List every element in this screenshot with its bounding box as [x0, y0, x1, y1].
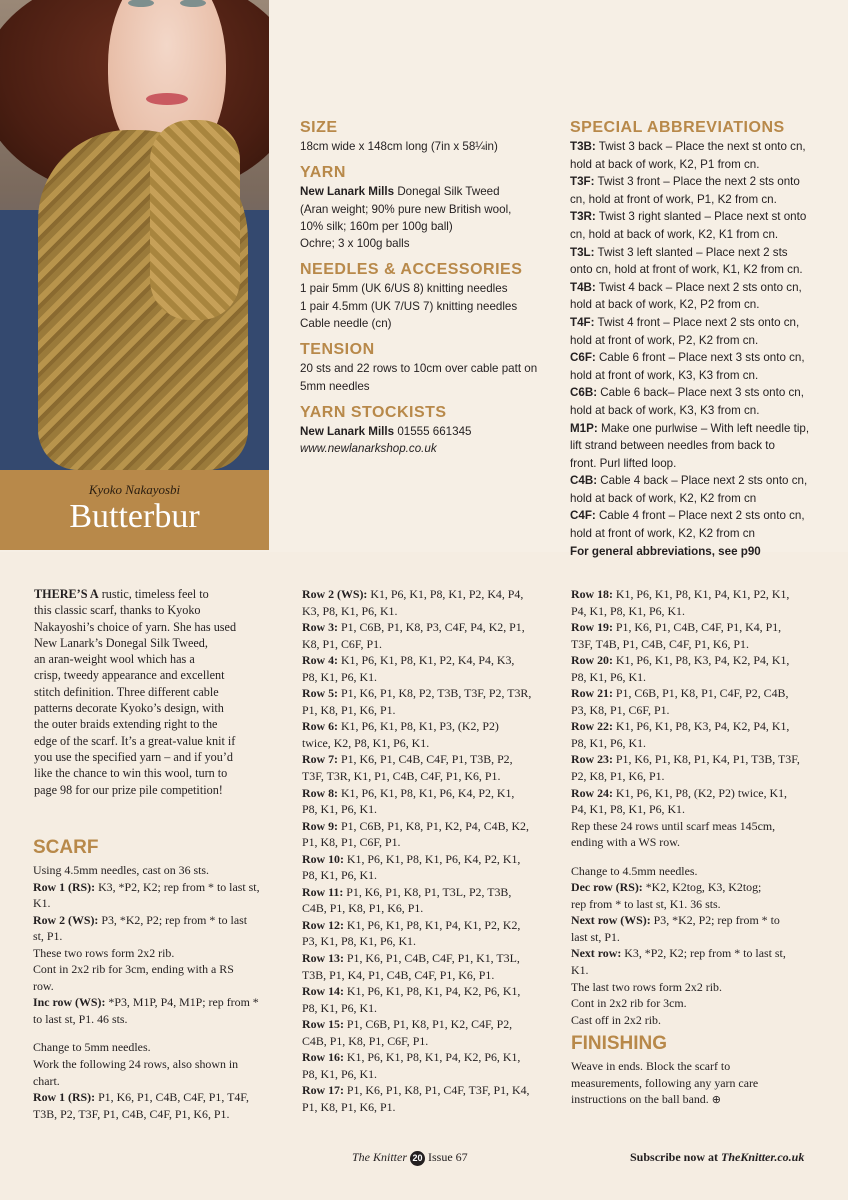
row-instruction: twice, K2, P8, K1, P6, K1.: [302, 735, 430, 750]
needles-line: 1 pair 4.5mm (UK 7/US 7) knitting needles: [300, 299, 518, 313]
row-label: Row 21:: [571, 686, 613, 701]
row-instruction: K1, P6, K1, P8, K1, P6, K4, P2, K1,: [338, 785, 515, 800]
row-instruction: row.: [33, 978, 54, 993]
abbreviation-text: hold at back of work, K2, P2 from cn.: [570, 298, 760, 312]
abbreviation-text: lift strand between needles from back to: [570, 439, 775, 453]
abbreviation-text: cn, hold at front of work, P1, K2 from cn.: [570, 192, 777, 206]
abbreviation-text: Make one purlwise – With left needle tip,: [600, 421, 810, 435]
abbreviation-text: hold at front of work, K2, K2 from cn: [570, 527, 755, 541]
instruction-line: [302, 867, 560, 884]
footer-issue-number: Issue 67: [428, 1150, 468, 1164]
instruction-line: [33, 1056, 283, 1073]
row-label: Row 14:: [302, 984, 344, 999]
instruction-line: [571, 636, 833, 653]
abbreviation-code: T4B:: [570, 280, 596, 294]
instruction-line: [571, 834, 833, 851]
instruction-line: [571, 929, 833, 946]
footer-magazine: The Knitter: [352, 1150, 408, 1164]
row-instruction: T3F, T4B, P1, C4B, C4F, P1, K6, P1.: [571, 636, 749, 651]
abbreviation-code: C4F:: [570, 509, 596, 523]
row-instruction: P8, K1, P6, K1.: [302, 1000, 377, 1015]
abbreviation-line: [570, 261, 842, 279]
row-label: Inc row (WS):: [33, 995, 106, 1010]
abbreviation-line: [570, 367, 842, 385]
row-label: Row 6:: [302, 719, 338, 734]
row-label: Row 1 (RS):: [33, 879, 96, 894]
yarn-brand: New Lanark Mills: [300, 185, 395, 199]
finishing-text: instructions on the ball band.: [571, 1092, 709, 1107]
instruction-line: [302, 1066, 560, 1083]
needles-heading: NEEDLES & ACCESSORIES: [300, 261, 523, 279]
stockist-phone: 01555 661345: [397, 424, 472, 438]
instruction-line: [302, 751, 560, 768]
abbreviation-code: T3L:: [570, 245, 595, 259]
intro-line: edge of the scarf. It’s a great-value knit if: [34, 733, 236, 748]
rows-right-column: [571, 586, 833, 1109]
abbreviation-text: onto cn, hold at front of work, K1, K2 from cn.: [570, 263, 803, 277]
row-label: Row 2 (WS):: [33, 912, 99, 927]
instruction-line: [302, 818, 560, 835]
row-label: Row 20:: [571, 653, 613, 668]
abbreviation-line: [570, 455, 842, 473]
instruction-line: [571, 586, 833, 603]
row-instruction: Cast off in 2x2 rib.: [571, 1012, 661, 1027]
abbreviation-text: Cable 6 back– Place next 3 sts onto cn,: [600, 386, 804, 400]
row-instruction: P8, K1, P6, K1.: [302, 1066, 377, 1081]
abbreviation-line: [570, 332, 842, 350]
abbreviations-list: [570, 138, 842, 543]
abbreviation-line: [570, 437, 842, 455]
abbreviation-code: T3B:: [570, 140, 596, 153]
row-label: Row 5:: [302, 686, 338, 701]
instruction-line: [571, 718, 833, 735]
instruction-line: [302, 603, 560, 620]
row-label: Row 24:: [571, 785, 613, 800]
abbreviation-line: [570, 507, 842, 525]
instruction-line: [571, 735, 833, 752]
instruction-line: [571, 879, 833, 896]
instruction-line: [33, 961, 283, 978]
scarf-heading: SCARF: [33, 837, 99, 858]
instruction-line: [571, 995, 833, 1012]
row-instruction: K1.: [571, 963, 589, 978]
row-label: Row 12:: [302, 917, 344, 932]
intro-line: an aran-weight wool which has a: [34, 652, 195, 667]
instruction-line: [302, 801, 560, 818]
row-instruction: C4B, P1, K8, P1, C6F, P1.: [302, 1033, 429, 1048]
row-label: Row 19:: [571, 620, 613, 635]
row-label: Row 3:: [302, 620, 338, 635]
row-instruction: P1, K6, P1, K8, P2, T3B, T3F, P2, T3R,: [338, 686, 532, 701]
abbreviation-text: hold at front of work, P2, K2 from cn.: [570, 333, 759, 347]
instruction-line: [571, 912, 833, 929]
abbreviation-code: T3F:: [570, 175, 595, 189]
row-label: Row 18:: [571, 587, 613, 601]
instruction-line: [302, 785, 560, 802]
abbreviation-text: hold at back of work, K2, P1 from cn.: [570, 157, 760, 171]
instruction-line: [302, 851, 560, 868]
finishing-text: measurements, following any yarn care: [571, 1075, 759, 1090]
row-instruction: Change to 5mm needles.: [33, 1040, 151, 1055]
instruction-line: [33, 1089, 283, 1106]
row-label: Row 17:: [302, 1083, 344, 1098]
row-instruction: P1, C6B, P1, K8, P1, K2, C4F, P2,: [343, 1017, 513, 1032]
row-instruction: K3, *P2, K2; rep from * to last st,: [621, 946, 786, 961]
row-instruction: P8, K1, P6, K1.: [571, 669, 646, 684]
stockists-heading: YARN STOCKISTS: [300, 403, 447, 421]
tension-line: 20 sts and 22 rows to 10cm over cable patt on: [300, 362, 538, 376]
row-instruction: P1, K8, P1, C6F, P1.: [302, 835, 401, 850]
instruction-line: [33, 1106, 283, 1123]
instruction-line: [302, 1082, 560, 1099]
abbreviation-text: Twist 3 front – Place the next 2 sts onto: [597, 175, 800, 189]
footer-issue: [352, 1150, 468, 1166]
needles-line: Cable needle (cn): [300, 317, 392, 331]
instruction-line: [33, 862, 283, 879]
row-instruction: to last st, P1. 46 sts.: [33, 1011, 128, 1026]
row-label: Row 1 (RS):: [33, 1090, 96, 1105]
row-instruction: ending with a WS row.: [571, 835, 680, 850]
row-instruction: The last two rows form 2x2 rib.: [571, 979, 722, 994]
instruction-line: [571, 768, 833, 785]
instruction-line: [302, 586, 560, 603]
abbreviation-text: Twist 3 back – Place the next st onto cn,: [598, 140, 806, 153]
stockist-url[interactable]: www.newlanarkshop.co.uk: [300, 442, 437, 456]
row-instruction: K8, P1, C6F, P1.: [302, 636, 382, 651]
instruction-line: [302, 669, 560, 686]
row-instruction: P1, K6, P1, K8, P1, T3L, P2, T3B,: [343, 884, 512, 899]
abbreviation-text: Cable 4 front – Place next 2 sts onto cn,: [599, 509, 805, 523]
instruction-line: [571, 962, 833, 979]
instruction-line: [571, 945, 833, 962]
abbreviation-line: [570, 384, 842, 402]
instruction-line: [302, 619, 560, 636]
row-instruction: P8, K1, P6, K1.: [302, 802, 377, 817]
instruction-line: [302, 1033, 560, 1050]
tension-line: 5mm needles: [300, 379, 370, 393]
instruction-line: [302, 702, 560, 719]
abbreviation-text: hold at back of work, K2, K2 from cn: [570, 491, 757, 505]
abbreviation-text: cn, hold at back of work, K2, K1 from cn.: [570, 227, 779, 241]
designer-name: Kyoko Nakayosbi: [88, 482, 181, 497]
abbreviation-line: [570, 525, 842, 543]
instruction-line: [302, 718, 560, 735]
model-photo: [0, 0, 269, 470]
abbreviation-text: Cable 4 back – Place next 2 sts onto cn,: [600, 474, 808, 488]
intro-line: New Lanark’s Donegal Silk Tweed,: [34, 635, 208, 650]
intro-line: you use the specified yarn – and if you’d: [34, 749, 234, 764]
row-instruction: K1, P6, K1, P8, K3, P4, K2, P4, K1,: [612, 653, 790, 668]
instruction-line: [302, 1000, 560, 1017]
instruction-line: [33, 912, 283, 929]
row-instruction: Using 4.5mm needles, cast on 36 sts.: [33, 863, 210, 877]
stockist-name: New Lanark Mills: [300, 424, 395, 438]
row-instruction: These two rows form 2x2 rib.: [33, 945, 175, 960]
row-instruction: P3, *K2, P2; rep from * to: [650, 913, 780, 928]
instruction-line: [571, 785, 833, 802]
instruction-line: [302, 636, 560, 653]
abbreviation-text: Twist 4 front – Place next 2 sts onto cn,: [597, 315, 800, 329]
abbreviation-text: Twist 4 back – Place next 2 sts onto cn,: [598, 280, 802, 294]
instruction-line: [302, 1016, 560, 1033]
instruction-line: [571, 652, 833, 669]
row-instruction: P4, K1, P8, K1, P6, K1.: [571, 802, 685, 817]
subscribe-prefix: Subscribe now at: [630, 1150, 722, 1164]
row-instruction: P4, K1, P8, K1, P6, K1.: [571, 603, 685, 618]
row-label: Row 23:: [571, 752, 613, 767]
row-label: Dec row (RS):: [571, 880, 643, 895]
instruction-line: [302, 884, 560, 901]
abbreviation-line: [570, 138, 842, 156]
row-instruction: P1, K8, P1, K6, P1.: [302, 1099, 396, 1114]
row-instruction: T3F, T3R, K1, P1, C4B, C4F, P1, K6, P1.: [302, 769, 501, 784]
row-instruction: P3, *K2, P2; rep from * to last: [98, 912, 248, 927]
specs-column: [300, 118, 560, 466]
row-instruction: K1, P6, K1, P8, K1, P2, K4, P4, K3,: [338, 653, 515, 668]
row-label: Row 10:: [302, 851, 344, 866]
abbreviation-text: Cable 6 front – Place next 3 sts onto cn,: [599, 351, 805, 365]
row-instruction: Rep these 24 rows until scarf meas 145cm,: [571, 818, 776, 833]
row-instruction: P1, K6, P1, K8, P1, K4, P1, T3B, T3F,: [612, 752, 800, 767]
abbreviation-line: [570, 156, 842, 174]
instruction-line: [302, 834, 560, 851]
instruction-line: [302, 735, 560, 752]
instruction-line: [571, 896, 833, 913]
intro-line: like the chance to win this wool, turn to: [34, 766, 228, 781]
row-instruction: P8, K1, P6, K1.: [302, 868, 377, 883]
abbreviation-line: [570, 244, 842, 262]
intro-line: Nakayoshi’s choice of yarn. She has used: [34, 619, 237, 634]
intro-line: page 98 for our prize pile competition!: [34, 782, 223, 797]
intro-lead: THERE’S A: [34, 587, 99, 601]
instruction-line: [571, 863, 833, 880]
abbreviation-code: M1P:: [570, 421, 598, 435]
abbreviation-code: T4F:: [570, 315, 595, 329]
instruction-line: [571, 619, 833, 636]
abbreviation-line: [570, 173, 842, 191]
abbreviation-text: Twist 3 right slanted – Place next st onto: [598, 210, 807, 224]
yarn-line: 10% silk; 160m per 100g ball): [300, 219, 453, 233]
instruction-line: [302, 1049, 560, 1066]
abbreviation-line: [570, 420, 842, 438]
row-instruction: P3, K8, P1, C6F, P1.: [571, 702, 670, 717]
abbreviation-code: T3R:: [570, 210, 596, 224]
row-instruction: P8, K1, P6, K1.: [302, 669, 377, 684]
abbreviation-line: [570, 490, 842, 508]
finishing-heading: FINISHING: [571, 1033, 668, 1055]
instruction-line: [33, 879, 283, 896]
row-instruction: K1, P6, K1, P8, K1, P4, K1, P2, K1,: [612, 587, 790, 601]
yarn-heading: YARN: [300, 164, 346, 182]
size-heading: SIZE: [300, 119, 338, 136]
yarn-line: Ochre; 3 x 100g balls: [300, 237, 410, 251]
row-instruction: K1, P6, K1, P8, K1, P4, K2, P6, K1,: [343, 984, 521, 999]
spacer: [571, 851, 833, 863]
page-number: 20: [410, 1151, 425, 1166]
instruction-line: [302, 917, 560, 934]
abbreviation-line: [570, 349, 842, 367]
instruction-line: [571, 751, 833, 768]
row-instruction: Cont in 2x2 rib for 3cm.: [571, 996, 687, 1011]
yarn-line: (Aran weight; 90% pure new British wool,: [300, 202, 512, 216]
intro-line: the outer braids extending right to the: [34, 717, 218, 732]
instruction-line: [302, 900, 560, 917]
instruction-line: [302, 652, 560, 669]
row-instruction: rep from * to last st, K1. 36 sts.: [571, 896, 721, 911]
row-instruction: P8, K1, P6, K1.: [571, 735, 646, 750]
row-instruction: Work the following 24 rows, also shown in: [33, 1057, 239, 1072]
instruction-line: [302, 933, 560, 950]
row-instruction: last st, P1.: [571, 929, 620, 944]
instruction-line: [571, 603, 833, 620]
row-instruction: P1, K6, P1, C4B, C4F, P1, K1, T3L,: [343, 951, 520, 966]
instruction-line: [33, 994, 283, 1011]
row-label: Row 11:: [302, 884, 344, 899]
row-instruction: K1, P6, K1, P8, (K2, P2) twice, K1,: [612, 785, 788, 800]
abbreviations-heading: SPECIAL ABBREVIATIONS: [570, 119, 785, 136]
row-label: Row 22:: [571, 719, 613, 734]
row-label: Row 16:: [302, 1050, 344, 1065]
abbreviation-line: [570, 314, 842, 332]
abbreviations-note: For general abbreviations, see p90: [570, 544, 761, 558]
row-instruction: P1, C6B, P1, K8, P1, K2, P4, C4B, K2,: [338, 818, 529, 833]
intro-line: patterns decorate Kyoko’s design, with: [34, 701, 224, 716]
instruction-line: [33, 895, 283, 912]
pattern-title: Butterbur: [69, 498, 200, 535]
instruction-line: [33, 1039, 283, 1056]
abbreviation-text: hold at front of work, K3, K3 from cn.: [570, 368, 759, 382]
row-label: Next row (WS):: [571, 913, 651, 928]
instruction-line: [33, 978, 283, 995]
row-instruction: K1, P6, K1, P8, K1, P4, K1, P2, K2,: [343, 917, 521, 932]
instruction-line: [571, 818, 833, 835]
row-label: Row 15:: [302, 1017, 344, 1032]
instruction-line: [302, 685, 560, 702]
row-instruction: K1, P6, K1, P8, K3, P4, K2, P4, K1,: [612, 719, 790, 734]
row-instruction: P1, K6, P1, C4B, C4F, P1, K4, P1,: [612, 620, 782, 635]
row-instruction: Change to 4.5mm needles.: [571, 863, 698, 878]
abbreviation-line: [570, 296, 842, 314]
row-instruction: T3B, P2, T3F, P1, C4B, C4F, P1, K6, P1.: [33, 1106, 230, 1121]
scarf-column: [33, 836, 283, 1122]
abbreviation-code: C4B:: [570, 474, 598, 488]
instruction-line: [302, 768, 560, 785]
row-instruction: st, P1.: [33, 929, 63, 944]
instruction-line: [571, 685, 833, 702]
row-instruction: K1, P6, K1, P8, K1, P2, K4, P4,: [367, 587, 524, 601]
footer-subscribe: [630, 1150, 804, 1165]
row-instruction: K1.: [33, 896, 51, 911]
subscribe-site[interactable]: TheKnitter.co.uk: [721, 1150, 805, 1164]
row-instruction: K1, P6, K1, P8, K1, P6, K4, P2, K1,: [343, 851, 521, 866]
instruction-line: [302, 967, 560, 984]
needles-line: 1 pair 5mm (UK 6/US 8) knitting needles: [300, 282, 508, 296]
rows-middle-column: [302, 586, 560, 1116]
abbreviation-line: [570, 226, 842, 244]
instruction-line: [302, 950, 560, 967]
intro-line: this classic scarf, thanks to Kyoko: [34, 603, 201, 618]
instruction-line: [33, 945, 283, 962]
finishing-text: Weave in ends. Block the scarf to: [571, 1059, 731, 1074]
row-instruction: P1, C6B, P1, K8, P3, C4F, P4, K2, P1,: [338, 620, 525, 635]
abbreviation-line: [570, 279, 842, 297]
row-label: Row 4:: [302, 653, 338, 668]
instruction-line: [571, 1012, 833, 1029]
abbreviation-text: Twist 3 left slanted – Place next 2 sts: [597, 245, 788, 259]
instruction-line: [33, 1073, 283, 1090]
abbreviation-line: [570, 191, 842, 209]
row-label: Row 13:: [302, 951, 344, 966]
abbreviation-line: [570, 208, 842, 226]
row-instruction: Cont in 2x2 rib for 3cm, ending with a RS: [33, 962, 234, 977]
row-instruction: P1, C6B, P1, K8, P1, C4F, P2, C4B,: [612, 686, 789, 701]
abbreviation-code: C6F:: [570, 351, 596, 365]
intro-line: crisp, tweedy appearance and excellent: [34, 668, 225, 683]
abbreviation-text: front. Purl lifted loop.: [570, 456, 677, 470]
row-instruction: P3, K1, P8, K1, P6, K1.: [302, 934, 416, 949]
finishing-line: [571, 1091, 833, 1109]
row-instruction: chart.: [33, 1073, 60, 1088]
instruction-line: [571, 669, 833, 686]
intro-line: rustic, timeless feel to: [101, 587, 209, 601]
instruction-line: [302, 983, 560, 1000]
row-instruction: K3, P8, K1, P6, K1.: [302, 603, 398, 618]
row-instruction: C4B, P1, K8, P1, K6, P1.: [302, 901, 424, 916]
instruction-line: [33, 1011, 283, 1028]
row-instruction: P1, K8, P1, K6, P1.: [302, 702, 396, 717]
row-instruction: K3, *P2, K2; rep from * to last st,: [95, 879, 260, 894]
instruction-line: [571, 801, 833, 818]
row-instruction: K1, P6, K1, P8, K1, P4, K2, P6, K1,: [343, 1050, 521, 1065]
yarn-line: Donegal Silk Tweed: [397, 185, 500, 199]
row-instruction: P1, K6, P1, C4B, C4F, P1, T4F,: [95, 1090, 249, 1105]
row-label: Next row:: [571, 946, 622, 961]
finishing-line: [571, 1075, 833, 1092]
row-instruction: P1, K6, P1, K8, P1, C4F, T3F, P1, K4,: [343, 1083, 530, 1098]
instruction-line: [571, 979, 833, 996]
instruction-line: [571, 702, 833, 719]
size-text: 18cm wide x 148cm long (7in x 58¼in): [300, 140, 498, 153]
spacer: [33, 1027, 283, 1039]
intro-box: [22, 556, 284, 810]
upper-panel: [0, 0, 848, 558]
abbreviation-line: [570, 402, 842, 420]
row-instruction: K1, P6, K1, P8, K1, P3, (K2, P2): [338, 719, 499, 734]
row-instruction: *P3, M1P, P4, M1P; rep from *: [105, 995, 259, 1010]
abbreviation-text: hold at back of work, K3, K3 from cn.: [570, 403, 760, 417]
finishing-line: [571, 1058, 833, 1075]
row-instruction: *K2, K2tog, K3, K2tog;: [642, 880, 762, 895]
row-label: Row 8:: [302, 785, 338, 800]
row-label: Row 7:: [302, 752, 338, 767]
abbreviation-code: C6B:: [570, 386, 598, 400]
abbreviations-column: [570, 118, 842, 560]
row-label: Row 9:: [302, 818, 338, 833]
instruction-line: [33, 928, 283, 945]
row-instruction: P1, K6, P1, C4B, C4F, P1, T3B, P2,: [338, 752, 513, 767]
row-instruction: T3B, P1, K4, P1, C4B, C4F, P1, K6, P1.: [302, 967, 495, 982]
abbreviation-line: [570, 472, 842, 490]
end-mark-icon: ⊕: [711, 1094, 721, 1107]
row-instruction: P2, K8, P1, K6, P1.: [571, 769, 665, 784]
intro-line: stitch definition. Three different cable: [34, 684, 219, 699]
instruction-line: [302, 1099, 560, 1116]
intro-text: [34, 586, 274, 798]
tension-heading: TENSION: [300, 341, 375, 359]
row-label: Row 2 (WS):: [302, 587, 368, 601]
